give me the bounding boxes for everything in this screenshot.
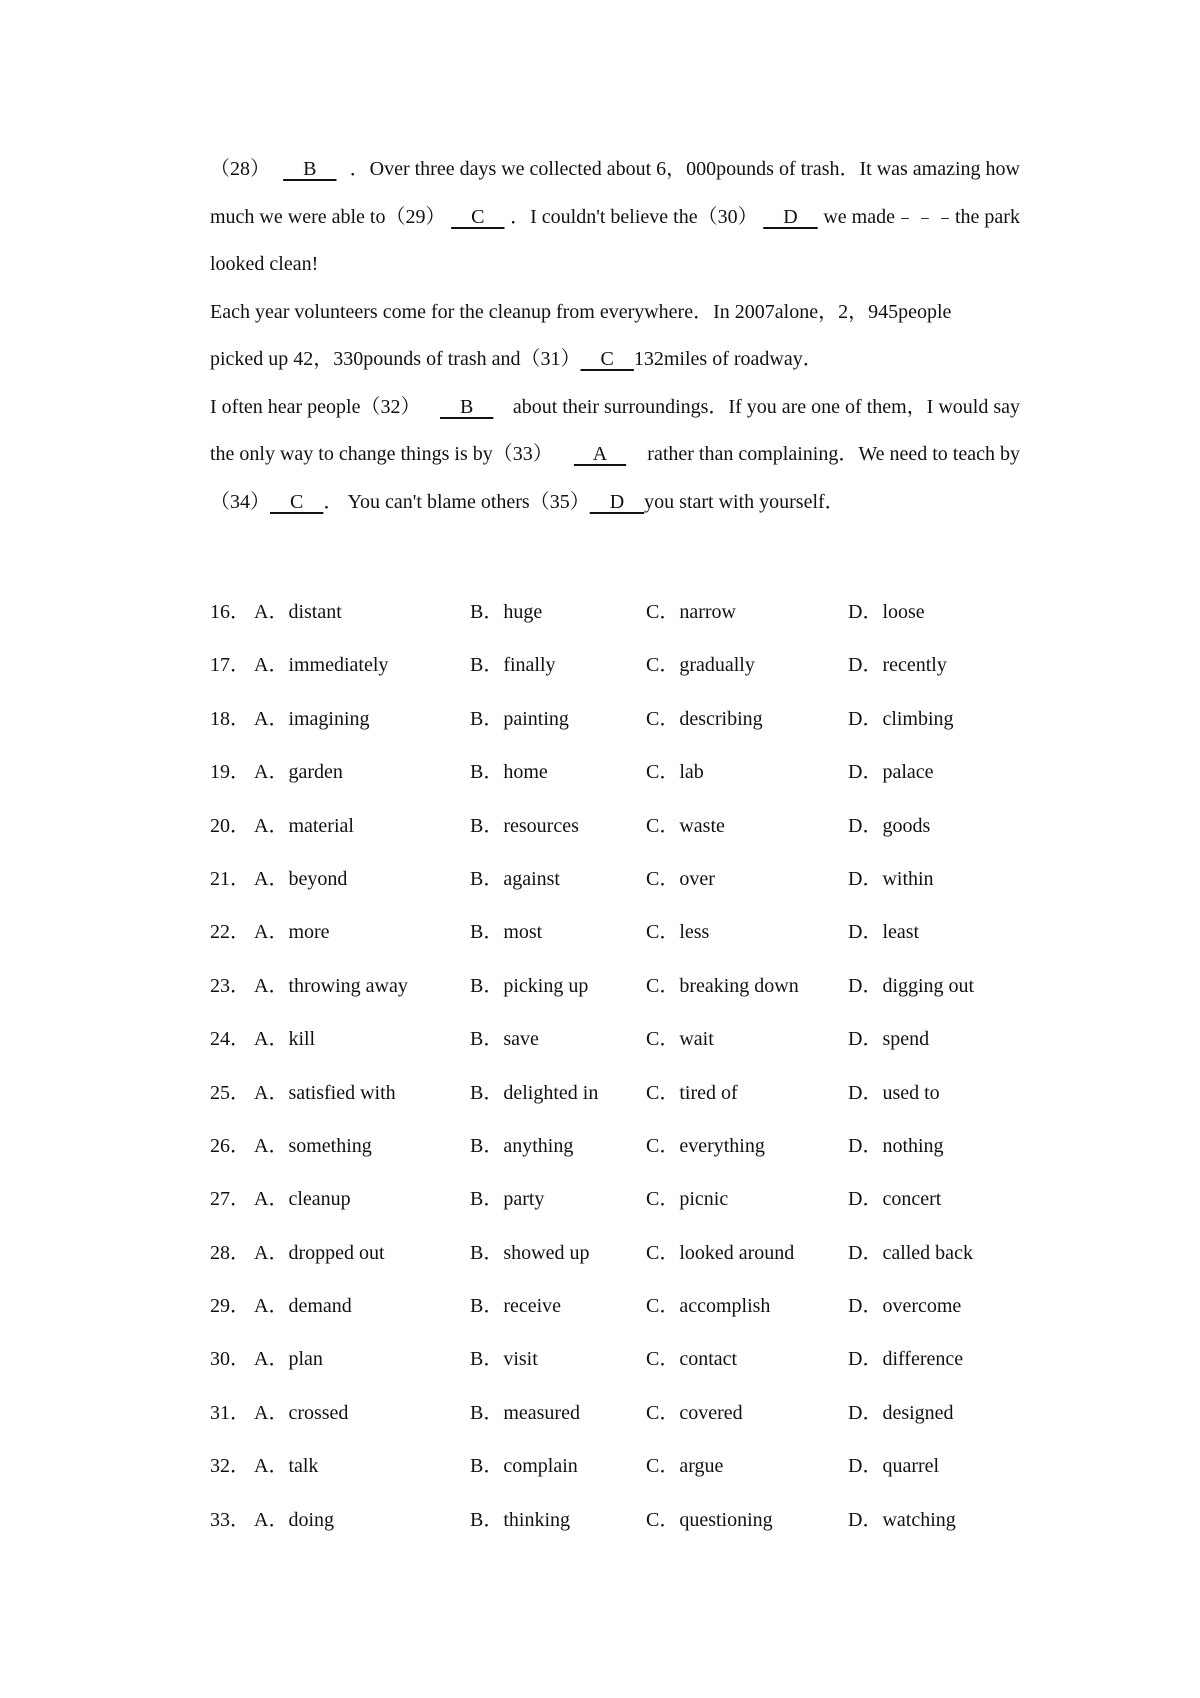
question-number: 18． bbox=[210, 707, 250, 730]
option-a: A．garden bbox=[254, 761, 343, 784]
question-row bbox=[210, 1387, 1020, 1440]
answer-blank-30: D bbox=[763, 205, 818, 228]
question-number: 20． bbox=[210, 814, 250, 837]
option-c: C．questioning bbox=[646, 1508, 773, 1531]
passage-text: ．I couldn't believe the（30） bbox=[510, 205, 758, 228]
option-d: D．watching bbox=[848, 1508, 956, 1531]
question-number: 19． bbox=[210, 761, 250, 784]
passage-text: about their surroundings．If you are one of them，I would say bbox=[512, 395, 1020, 418]
passage-line bbox=[210, 479, 1020, 527]
question-number: 25． bbox=[210, 1081, 250, 1104]
passage-text: Each year volunteers come for the cleanup from everywhere．In 2007alone，2，945people bbox=[210, 300, 952, 323]
option-d: D．quarrel bbox=[848, 1455, 940, 1478]
option-b: B．thinking bbox=[470, 1508, 571, 1531]
question-number: 33． bbox=[210, 1508, 250, 1531]
option-d: D．climbing bbox=[848, 707, 954, 730]
question-number: 16． bbox=[210, 601, 250, 623]
question-number: 23． bbox=[210, 974, 250, 997]
question-number: 28． bbox=[210, 1241, 250, 1264]
option-d: D．nothing bbox=[848, 1134, 944, 1157]
question-row bbox=[210, 1440, 1020, 1493]
option-b: B．party bbox=[470, 1188, 545, 1211]
passage-text: looked clean! bbox=[210, 253, 319, 275]
passage-text: 132miles of roadway． bbox=[633, 348, 823, 370]
option-a: A．dropped out bbox=[254, 1241, 385, 1264]
option-d: D．concert bbox=[848, 1188, 942, 1211]
answer-blank-35: D bbox=[589, 490, 645, 513]
question-row bbox=[210, 746, 1020, 799]
answer-blank-33: A bbox=[573, 443, 627, 465]
option-b: B．save bbox=[470, 1028, 539, 1051]
option-d: D．spend bbox=[848, 1028, 930, 1051]
answer-blank-32: B bbox=[440, 395, 494, 418]
question-row bbox=[210, 1067, 1020, 1120]
option-a: A．doing bbox=[254, 1508, 334, 1531]
option-d: D．overcome bbox=[848, 1295, 962, 1318]
option-b: B．painting bbox=[470, 707, 569, 730]
question-number: 31． bbox=[210, 1401, 250, 1424]
option-a: A．satisfied with bbox=[254, 1081, 396, 1104]
option-b: B．most bbox=[470, 921, 543, 944]
option-a: A．imagining bbox=[254, 707, 370, 730]
option-b: B．anything bbox=[470, 1134, 574, 1157]
passage-text: much we were able to（29） bbox=[210, 205, 446, 228]
option-c: C．gradually bbox=[646, 654, 755, 677]
option-d: D．goods bbox=[848, 814, 931, 837]
option-c: C．everything bbox=[646, 1134, 765, 1157]
option-b: B．showed up bbox=[470, 1241, 590, 1264]
passage-text: ． You can't blame others（35） bbox=[323, 490, 590, 513]
passage bbox=[210, 146, 1020, 526]
option-c: C．looked around bbox=[646, 1241, 795, 1264]
answer-blank-34: C bbox=[270, 490, 324, 513]
question-number: 29． bbox=[210, 1295, 250, 1318]
question-number: 26． bbox=[210, 1134, 250, 1157]
question-row bbox=[210, 586, 1020, 639]
option-a: A．more bbox=[254, 921, 330, 944]
option-a: A．beyond bbox=[254, 867, 348, 890]
passage-text: we made﹣﹣﹣the park bbox=[823, 205, 1020, 228]
option-a: A．throwing away bbox=[254, 974, 408, 997]
option-c: C．describing bbox=[646, 707, 763, 730]
passage-text: ．Over three days we collected about 6，000pounds of trash．It was amazing how bbox=[349, 158, 1020, 180]
option-c: C．lab bbox=[646, 761, 704, 784]
passage-line bbox=[210, 431, 1020, 479]
option-c: C．over bbox=[646, 867, 715, 890]
question-row bbox=[210, 906, 1020, 959]
option-d: D．recently bbox=[848, 654, 947, 677]
option-d: D．used to bbox=[848, 1081, 940, 1104]
question-row bbox=[210, 1013, 1020, 1066]
option-c: C．less bbox=[646, 921, 710, 944]
option-c: C．picnic bbox=[646, 1188, 729, 1211]
option-a: A．material bbox=[254, 814, 354, 837]
question-row bbox=[210, 1227, 1020, 1280]
option-d: D．called back bbox=[848, 1241, 973, 1264]
question-row bbox=[210, 639, 1020, 692]
option-d: D．difference bbox=[848, 1348, 964, 1371]
option-b: B．huge bbox=[470, 601, 543, 623]
option-a: A．kill bbox=[254, 1028, 316, 1051]
question-row bbox=[210, 1494, 1020, 1547]
option-a: A．plan bbox=[254, 1348, 323, 1371]
option-c: C．breaking down bbox=[646, 974, 799, 997]
question-number: 21． bbox=[210, 867, 250, 890]
option-b: B．measured bbox=[470, 1401, 580, 1424]
option-d: D．loose bbox=[848, 601, 925, 623]
passage-text: I often hear people（32） bbox=[210, 395, 421, 418]
passage-text: （28） bbox=[210, 158, 270, 180]
option-a: A．demand bbox=[254, 1295, 352, 1318]
option-c: C．narrow bbox=[646, 601, 736, 623]
answer-blank-28: B bbox=[283, 158, 337, 180]
passage-line bbox=[210, 146, 1020, 194]
option-d: D．least bbox=[848, 921, 920, 944]
option-c: C．covered bbox=[646, 1401, 743, 1424]
option-d: D．within bbox=[848, 867, 934, 890]
question-row bbox=[210, 1333, 1020, 1386]
option-a: A．something bbox=[254, 1134, 372, 1157]
option-b: B．delighted in bbox=[470, 1081, 599, 1104]
option-d: D．digging out bbox=[848, 974, 975, 997]
passage-text: you start with yourself． bbox=[644, 490, 845, 513]
passage-text: rather than complaining．We need to teach by bbox=[647, 443, 1020, 465]
option-a: A．distant bbox=[254, 601, 342, 623]
passage-line bbox=[210, 336, 1020, 384]
question-number: 32． bbox=[210, 1455, 250, 1478]
passage-line bbox=[210, 384, 1020, 432]
passage-text: picked up 42，330pounds of trash and（31） bbox=[210, 348, 581, 370]
option-b: B．finally bbox=[470, 654, 556, 677]
option-b: B．home bbox=[470, 761, 548, 784]
question-row bbox=[210, 800, 1020, 853]
option-b: B．against bbox=[470, 867, 560, 890]
option-c: C．wait bbox=[646, 1028, 714, 1051]
option-c: C．contact bbox=[646, 1348, 738, 1371]
option-c: C．accomplish bbox=[646, 1295, 771, 1318]
option-c: C．waste bbox=[646, 814, 725, 837]
question-number: 22． bbox=[210, 921, 250, 944]
answer-blank-29: C bbox=[451, 205, 505, 228]
question-row bbox=[210, 960, 1020, 1013]
option-a: A．crossed bbox=[254, 1401, 349, 1424]
question-row bbox=[210, 693, 1020, 746]
option-a: A．immediately bbox=[254, 654, 389, 677]
question-number: 30． bbox=[210, 1348, 250, 1371]
option-d: D．designed bbox=[848, 1401, 954, 1424]
passage-line bbox=[210, 194, 1020, 242]
option-b: B．picking up bbox=[470, 974, 589, 997]
option-b: B．resources bbox=[470, 814, 579, 837]
question-options bbox=[210, 586, 1020, 1547]
option-b: B．visit bbox=[470, 1348, 538, 1371]
question-row bbox=[210, 1120, 1020, 1173]
question-number: 17． bbox=[210, 654, 250, 677]
question-number: 27． bbox=[210, 1188, 250, 1211]
option-b: B．complain bbox=[470, 1455, 578, 1478]
option-c: C．tired of bbox=[646, 1081, 738, 1104]
question-row bbox=[210, 1173, 1020, 1226]
option-c: C．argue bbox=[646, 1455, 724, 1478]
option-a: A．cleanup bbox=[254, 1188, 351, 1211]
answer-blank-31: C bbox=[580, 348, 634, 370]
question-row bbox=[210, 1280, 1020, 1333]
question-row bbox=[210, 853, 1020, 906]
passage-line bbox=[210, 241, 1020, 289]
option-d: D．palace bbox=[848, 761, 934, 784]
passage-text: the only way to change things is by（33） bbox=[210, 443, 553, 465]
question-number: 24． bbox=[210, 1028, 250, 1051]
passage-line bbox=[210, 289, 1020, 337]
option-b: B．receive bbox=[470, 1295, 562, 1318]
passage-text: （34） bbox=[210, 490, 270, 513]
option-a: A．talk bbox=[254, 1455, 319, 1478]
